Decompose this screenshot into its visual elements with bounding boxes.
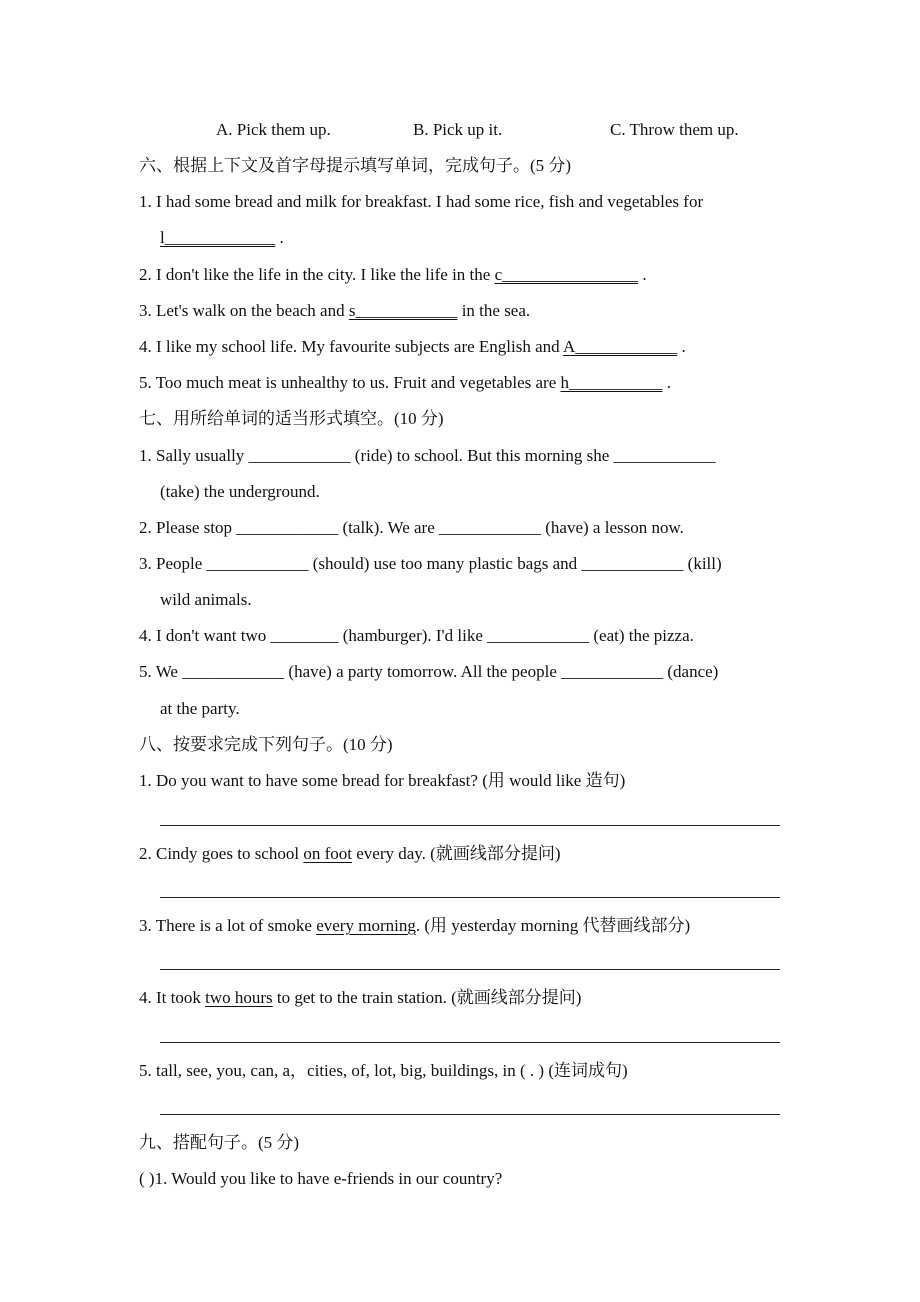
s6-question-1: 1. I had some bread and milk for breakfast. I had some rice, fish and vegetables for (139, 192, 704, 211)
s6-question-2: 2. I don't like the life in the city. I like the life in the c________________ . (139, 265, 647, 284)
s6-q3-blank[interactable]: s____________ (348, 301, 458, 320)
s6-question-5: 5. Too much meat is unhealthy to us. Fruit and vegetables are h___________ . (139, 373, 672, 392)
s8-question-2: 2. Cindy goes to school on foot every day. (就画线部分提问) (139, 844, 561, 863)
option-b: B. Pick up it. (413, 120, 503, 139)
s6-question-1-cont: l_____________ . (160, 228, 284, 247)
s6-question-3: 3. Let's walk on the beach and s____________ in the sea. (139, 301, 531, 320)
section-6-heading: 六、根据上下文及首字母提示填写单词，完成句子。(5 分) (139, 156, 572, 175)
s7-question-5: 5. We ____________ (have) a party tomorrow. All the people ____________ (dance) (139, 662, 719, 681)
s6-q1-blank[interactable]: l_____________ (160, 228, 276, 247)
s6-question-4: 4. I like my school life. My favourite subjects are English and A____________ . (139, 337, 686, 356)
s8-q3-underlined: every morning (316, 916, 416, 935)
s8-question-3: 3. There is a lot of smoke every morning. (用 yesterday morning 代替画线部分) (139, 916, 691, 935)
s8-question-5: 5. tall, see, you, can, a，cities, of, lot, big, buildings, in ( . ) (连词成句) (139, 1061, 628, 1080)
s7-question-4: 4. I don't want two ________ (hamburger). I'd like ____________ (eat) the pizza. (139, 626, 694, 645)
section-7-heading: 七、用所给单词的适当形式填空。(10 分) (139, 409, 444, 428)
s8-q4-underlined: two hours (205, 988, 273, 1007)
s9-question-1: ( )1. Would you like to have e-friends in our country? (139, 1169, 503, 1188)
s8-question-4: 4. It took two hours to get to the train station. (就画线部分提问) (139, 988, 582, 1007)
s7-question-3-cont: wild animals. (160, 590, 252, 609)
s8-question-1: 1. Do you want to have some bread for breakfast? (用 would like 造句) (139, 771, 626, 790)
s7-question-1: 1. Sally usually ____________ (ride) to school. But this morning she ____________ (139, 446, 716, 465)
s8-answer-line-1[interactable] (160, 825, 780, 826)
s8-answer-line-4[interactable] (160, 1042, 780, 1043)
s7-question-3: 3. People ____________ (should) use too many plastic bags and ____________ (kill) (139, 554, 722, 573)
section-8-heading: 八、按要求完成下列句子。(10 分) (139, 735, 393, 754)
s7-question-2: 2. Please stop ____________ (talk). We are ____________ (have) a lesson now. (139, 518, 684, 537)
s8-answer-line-5[interactable] (160, 1114, 780, 1115)
s7-question-1-cont: (take) the underground. (160, 482, 320, 501)
s8-q2-underlined: on foot (303, 844, 352, 863)
s8-answer-line-3[interactable] (160, 969, 780, 970)
section-9-heading: 九、搭配句子。(5 分) (139, 1133, 300, 1152)
s6-q5-blank[interactable]: h___________ (560, 373, 663, 392)
option-a: A. Pick them up. (216, 120, 331, 139)
s8-answer-line-2[interactable] (160, 897, 780, 898)
option-c: C. Throw them up. (610, 120, 739, 139)
s6-q2-blank[interactable]: c________________ (494, 265, 639, 284)
s6-q4-blank[interactable]: A____________ (562, 337, 678, 356)
s7-question-5-cont: at the party. (160, 699, 240, 718)
